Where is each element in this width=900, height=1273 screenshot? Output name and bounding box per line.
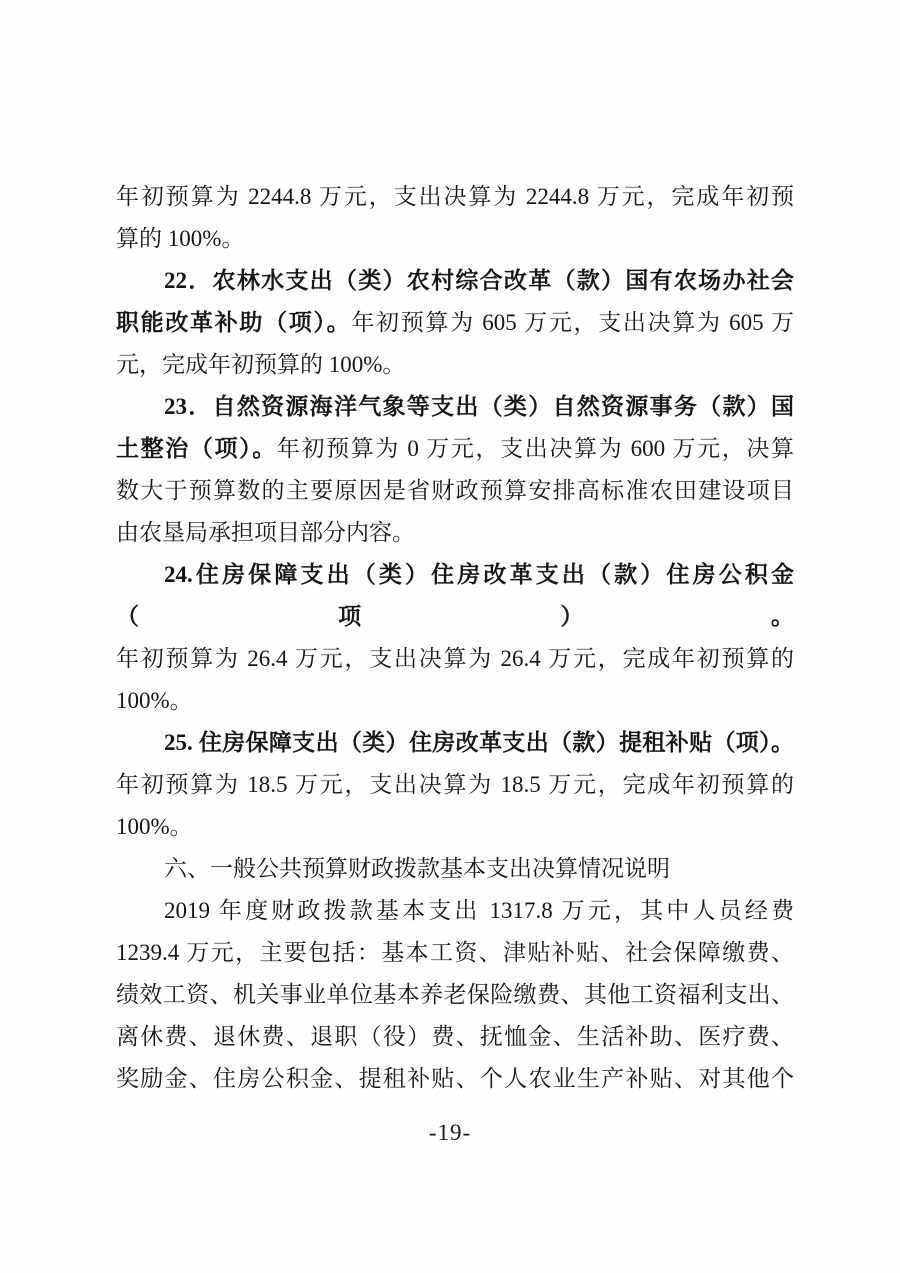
bold-text-segment: 25. 住房保障支出（类）住房改革支出（款）提租补贴（项）。 [164, 730, 794, 755]
bold-text-segment: 22．农林水支出（类）农村综合改革（款）国有农场办社会 [164, 268, 794, 293]
text-segment: 六、一般公共预算财政拨款基本支出决算情况说明 [164, 856, 670, 881]
paragraph-21-continuation-line [116, 176, 794, 218]
text-segment: 年初预算为 18.5 万元，支出决算为 18.5 万元，完成年初预算的 [116, 772, 794, 797]
text-segment: 年初预算为 605 万元，支出决算为 605 万 [351, 310, 795, 335]
page-number: -19- [428, 1120, 472, 1145]
text-segment: 算的 100%。 [116, 226, 245, 251]
text-segment: 年初预算为 2244.8 万元，支出决算为 2244.8 万元，完成年初预 [116, 184, 794, 209]
paragraph-23-line [116, 386, 794, 428]
document-body [116, 176, 794, 1100]
paragraph-24-line [116, 554, 794, 638]
text-segment: 100%。 [116, 814, 193, 839]
text-segment: 数大于预算数的主要原因是省财政预算安排高标准农田建设项目 [116, 478, 794, 503]
text-segment: 元，完成年初预算的 100%。 [116, 352, 406, 377]
paragraph-24-line [116, 638, 794, 680]
paragraph-22-line [116, 260, 794, 302]
paragraph-24-line [116, 680, 794, 722]
paragraph-23-line [116, 512, 794, 554]
paragraph-basic-expenditure-line [116, 890, 794, 932]
paragraph-basic-expenditure-line [116, 974, 794, 1016]
paragraph-basic-expenditure-line [116, 932, 794, 974]
text-segment: 绩效工资、机关事业单位基本养老保险缴费、其他工资福利支出、 [116, 982, 794, 1007]
paragraph-basic-expenditure-line [116, 1016, 794, 1058]
text-segment: 100%。 [116, 688, 193, 713]
paragraph-22-line [116, 302, 794, 344]
text-segment: 由农垦局承担项目部分内容。 [116, 520, 415, 545]
paragraph-23-line [116, 470, 794, 512]
text-segment: 1239.4 万元，主要包括：基本工资、津贴补贴、社会保障缴费、 [116, 940, 794, 965]
text-segment: 年初预算为 0 万元，支出决算为 600 万元，决算 [276, 436, 794, 461]
paragraph-25-line [116, 764, 794, 806]
paragraph-21-continuation-line [116, 218, 794, 260]
text-segment: 2019 年度财政拨款基本支出 1317.8 万元，其中人员经费 [164, 898, 794, 923]
paragraph-23-line [116, 428, 794, 470]
paragraph-22-line [116, 344, 794, 386]
text-segment: 奖励金、住房公积金、提租补贴、个人农业生产补贴、对其他个 [116, 1066, 794, 1091]
paragraph-25-line [116, 806, 794, 848]
paragraph-25-line [116, 722, 794, 764]
bold-text-segment: 24.住房保障支出（类）住房改革支出（款）住房公积金（项）。 [116, 562, 794, 629]
text-segment: 离休费、退休费、退职（役）费、抚恤金、生活补助、医疗费、 [116, 1024, 794, 1049]
text-segment: 年初预算为 26.4 万元，支出决算为 26.4 万元，完成年初预算的 [116, 646, 794, 671]
bold-text-segment: 23．自然资源海洋气象等支出（类）自然资源事务（款）国 [164, 394, 794, 419]
bold-text-segment: 职能改革补助（项）。 [116, 310, 352, 335]
paragraph-basic-expenditure-line [116, 1058, 794, 1100]
bold-text-segment: 土整治（项）。 [116, 436, 277, 461]
section-six-heading-line [116, 848, 794, 890]
